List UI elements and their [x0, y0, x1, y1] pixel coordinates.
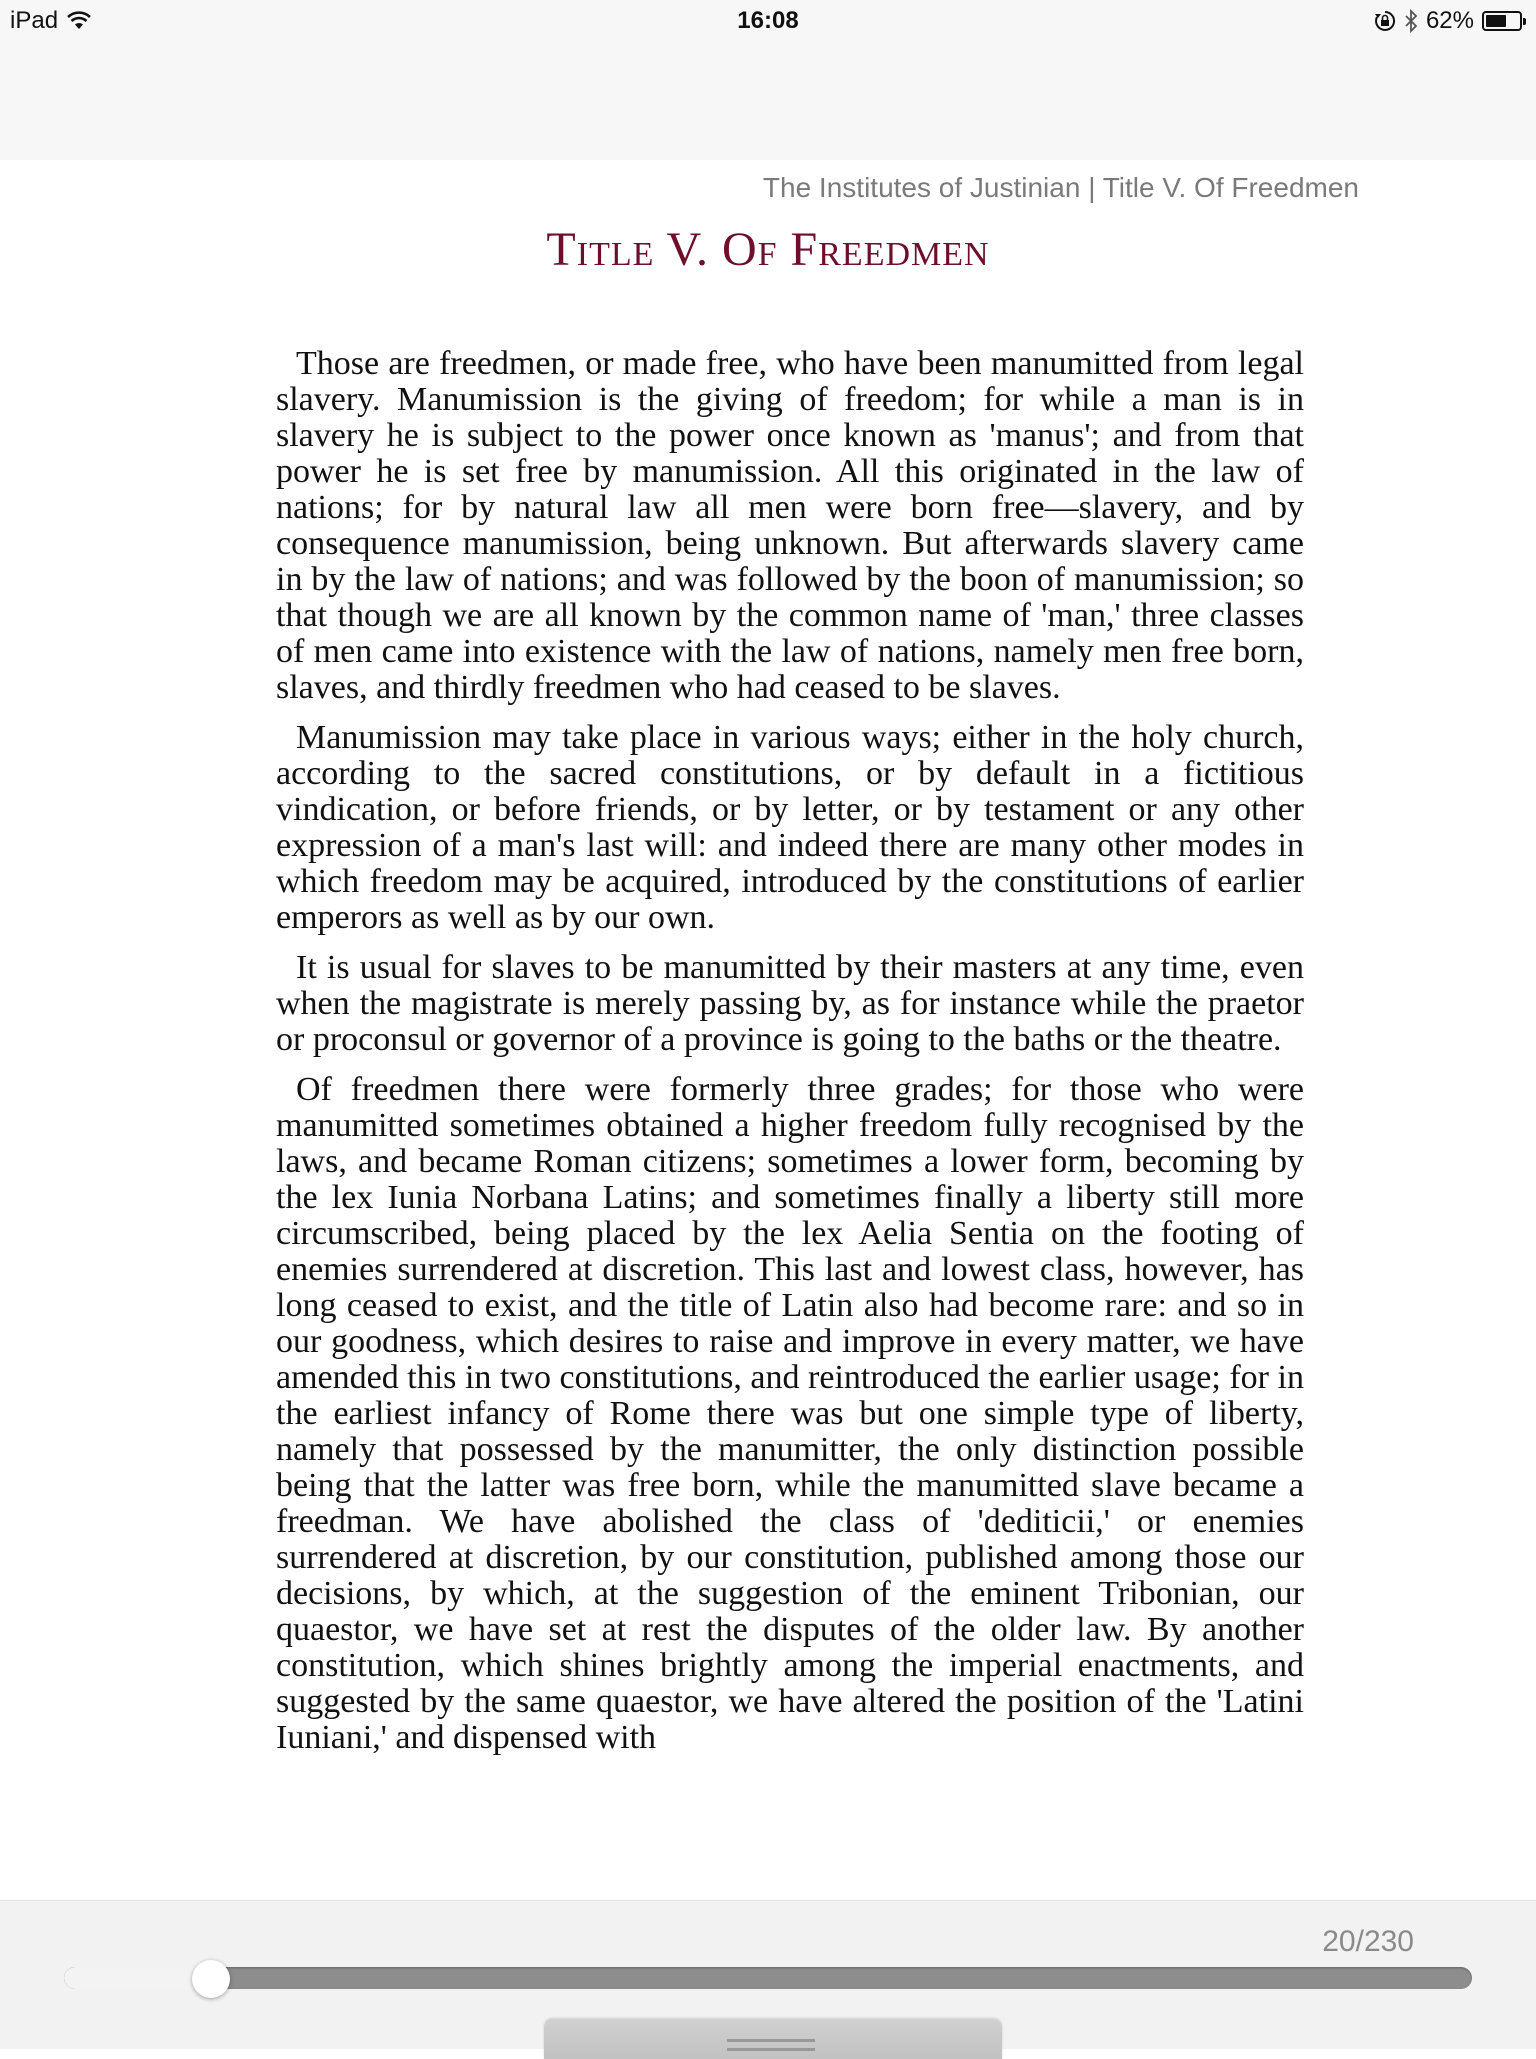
- drawer-handle[interactable]: [544, 2019, 1002, 2059]
- battery-level: [1486, 15, 1506, 27]
- bottom-navigation-bar: [0, 1900, 1536, 2049]
- status-bar: [0, 0, 1536, 42]
- page-indicator: 20/230: [1322, 1925, 1414, 1958]
- status-time: 16:08: [737, 7, 799, 34]
- page-slider-progress: [64, 1967, 211, 1989]
- paragraph: It is usual for slaves to be manumitted by their masters at any time, even when the magistrate is merely passing by, as for instance while the praetor or proconsul or governor of a province is going to the baths or the theatre.: [276, 949, 1304, 1058]
- bluetooth-icon: [1404, 9, 1418, 33]
- chapter-title: Title V. Of Freedmen: [546, 223, 990, 276]
- device-name: iPad: [10, 7, 59, 34]
- grip-icon: [727, 2039, 815, 2051]
- paragraph: Manumission may take place in various ways; either in the holy church, according to the sacred constitutions, or by default in a fictitious vindication, or before friends, or by letter, or by testament or any other expression of a man's last will: and indeed there are many other modes in which freedom may be acquired, introduced by the constitutions of earlier emperors as well as by our own.: [276, 719, 1304, 936]
- page-slider-track[interactable]: [64, 1967, 1472, 1989]
- status-right: [1374, 7, 1522, 35]
- page-slider-thumb[interactable]: [192, 1960, 230, 1998]
- running-header: The Institutes of Justinian | Title V. Of Freedmen: [762, 172, 1359, 203]
- paragraph: Of freedmen there were formerly three grades; for those who were manumitted sometimes obtained a higher freedom fully recognised by the laws, and became Roman citizens; sometimes a lower form, becoming by the lex Iunia Norbana Latins; and sometimes finally a liberty still more circumscribed, being placed by the lex Aelia Sentia on the footing of enemies surrendered at discretion. This last and lowest class, however, has long ceased to exist, and the title of Latin also had become rare: and so in our goodness, which desires to raise and improve in every matter, we have amended this in two constitutions, and reintroduced the earlier usage; for in the earliest infancy of Rome there was but one simple type of liberty, namely that possessed by the manumitter, the only distinction possible being that the latter was free born, while the manumitted slave became a freedman. We have abolished the class of 'dediticii,' or enemies surrendered at discretion, by our constitution, published among those our decisions, by which, at the suggestion of the eminent Tribonian, our quaestor, we have set at rest the disputes of the older law. By another constitution, which shines brightly among the imperial enactments, and suggested by the same quaestor, we have altered the position of the 'Latini Iuniani,' and dispensed with: [276, 1071, 1304, 1756]
- battery-percent: 62%: [1425, 7, 1474, 34]
- book-page[interactable]: [0, 160, 1536, 1900]
- rotation-lock-icon: [1374, 10, 1396, 32]
- body-text: [276, 346, 1304, 1770]
- top-toolbar[interactable]: [0, 42, 1536, 160]
- battery-icon: [1482, 11, 1522, 31]
- paragraph: Those are freedmen, or made free, who have been manumitted from legal slavery. Manumission is the giving of freedom; for while a man is in slavery he is subject to the power once known as 'manus'; and from that power he is set free by manumission. All this originated in the law of nations; for by natural law all men were born free—slavery, and by consequence manumission, being unknown. But afterwards slavery came in by the law of nations; and was followed by the boon of manumission; so that though we are all known by the common name of 'man,' three classes of men came into existence with the law of nations, namely men free born, slaves, and thirdly freedmen who had ceased to be slaves.: [276, 345, 1304, 706]
